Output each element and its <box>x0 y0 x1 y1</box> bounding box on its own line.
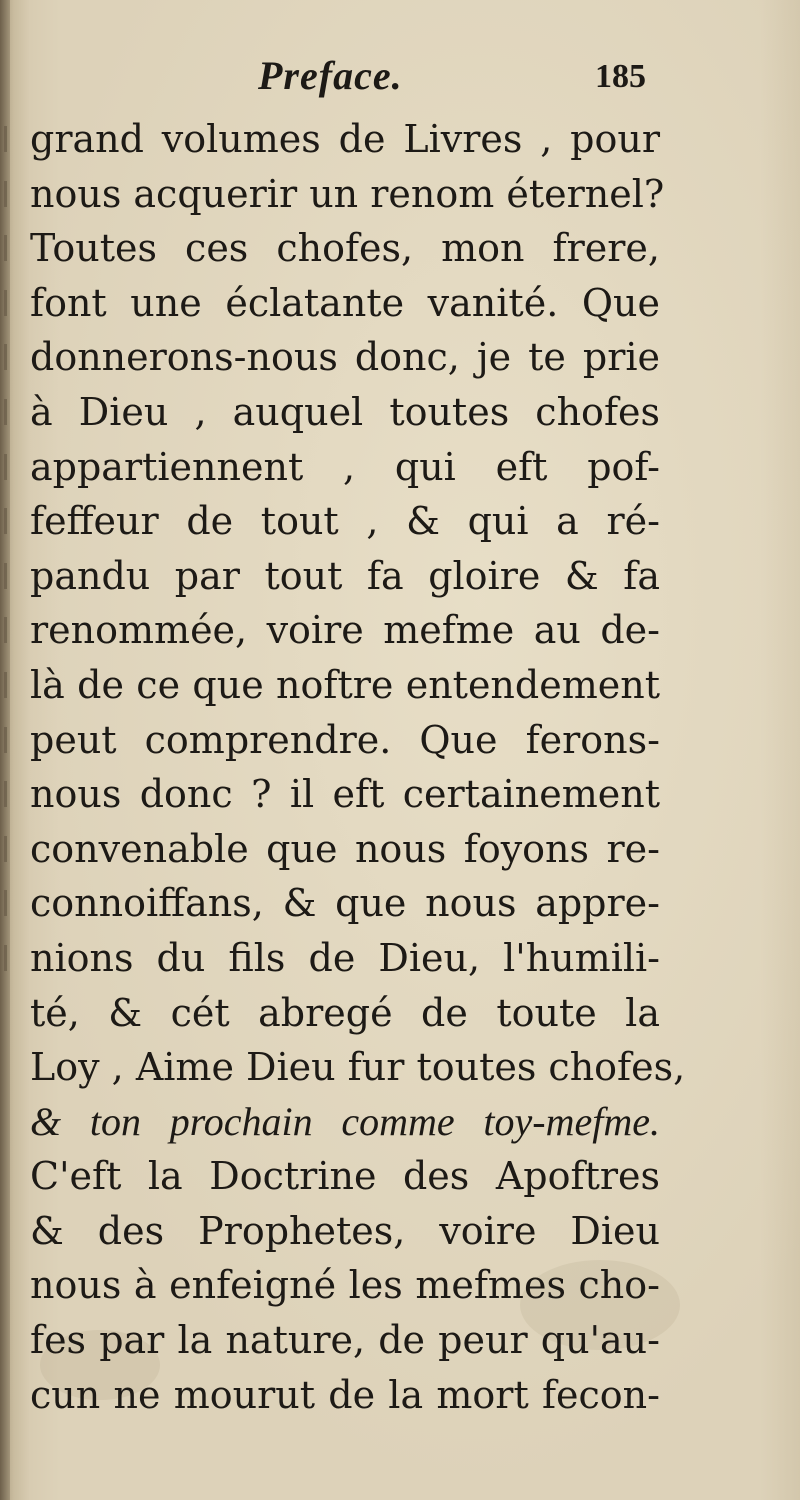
margin-mark <box>0 931 14 986</box>
text-line: convenable que nous foyons re- <box>30 826 660 871</box>
text-line: fes par la nature, de peur qu'au- <box>30 1318 660 1363</box>
margin-mark <box>0 713 14 768</box>
margin-mark <box>0 167 14 222</box>
text-line: là de ce que noftre entendement <box>30 662 660 707</box>
page-header <box>0 52 800 102</box>
text-line: C'eft la Doctrine des Apoftres <box>30 1154 660 1199</box>
margin-mark <box>0 221 14 276</box>
margin-mark <box>0 603 14 658</box>
running-head: Preface. <box>258 53 403 98</box>
text-line: Loy , Aime Dieu fur toutes chofes, <box>30 1045 686 1090</box>
text-line: feffeur de tout , & qui a ré- <box>30 499 660 544</box>
margin-mark <box>0 767 14 822</box>
text-line: connoiffans, & que nous appre- <box>30 881 660 926</box>
margin-marks <box>0 112 14 986</box>
text-line: à Dieu , auquel toutes chofes <box>30 389 660 434</box>
page-number: 185 <box>595 58 646 95</box>
margin-mark <box>0 385 14 440</box>
text-line: peut comprendre. Que ferons- <box>30 717 660 762</box>
margin-mark <box>0 658 14 713</box>
margin-mark <box>0 549 14 604</box>
body-text <box>30 112 686 1422</box>
text-line: grand volumes de Livres , pour <box>30 117 660 161</box>
margin-mark <box>0 440 14 495</box>
text-line: nions du fils de Dieu, l'humili- <box>30 935 660 980</box>
text-line: nous donc ? il eft certainement <box>30 772 660 817</box>
text-line: cun ne mourut de la mort fecon- <box>30 1372 660 1417</box>
text-line: Toutes ces chofes, mon frere, <box>30 226 660 271</box>
margin-mark <box>0 822 14 877</box>
margin-mark <box>0 276 14 331</box>
text-line: & des Prophetes, voire Dieu <box>30 1208 660 1253</box>
text-line: appartiennent , qui eft pof- <box>30 444 660 489</box>
margin-mark <box>0 112 14 167</box>
text-line: pandu par tout fa gloire & fa <box>30 553 660 598</box>
text-line: donnerons-nous donc, je te prie <box>30 335 660 380</box>
text-line: nous acquerir un renom éternel? <box>30 171 665 216</box>
text-line-italic: & ton prochain comme toy-mefme. <box>30 1098 660 1144</box>
margin-mark <box>0 494 14 549</box>
text-line: té, & cét abregé de toute la <box>30 990 660 1035</box>
margin-mark <box>0 876 14 931</box>
text-line: font une éclatante vanité. Que <box>30 280 660 325</box>
text-line: nous à enfeigné les mefmes cho- <box>30 1263 660 1308</box>
margin-mark <box>0 330 14 385</box>
text-line: renommée, voire mefme au de- <box>30 608 660 653</box>
